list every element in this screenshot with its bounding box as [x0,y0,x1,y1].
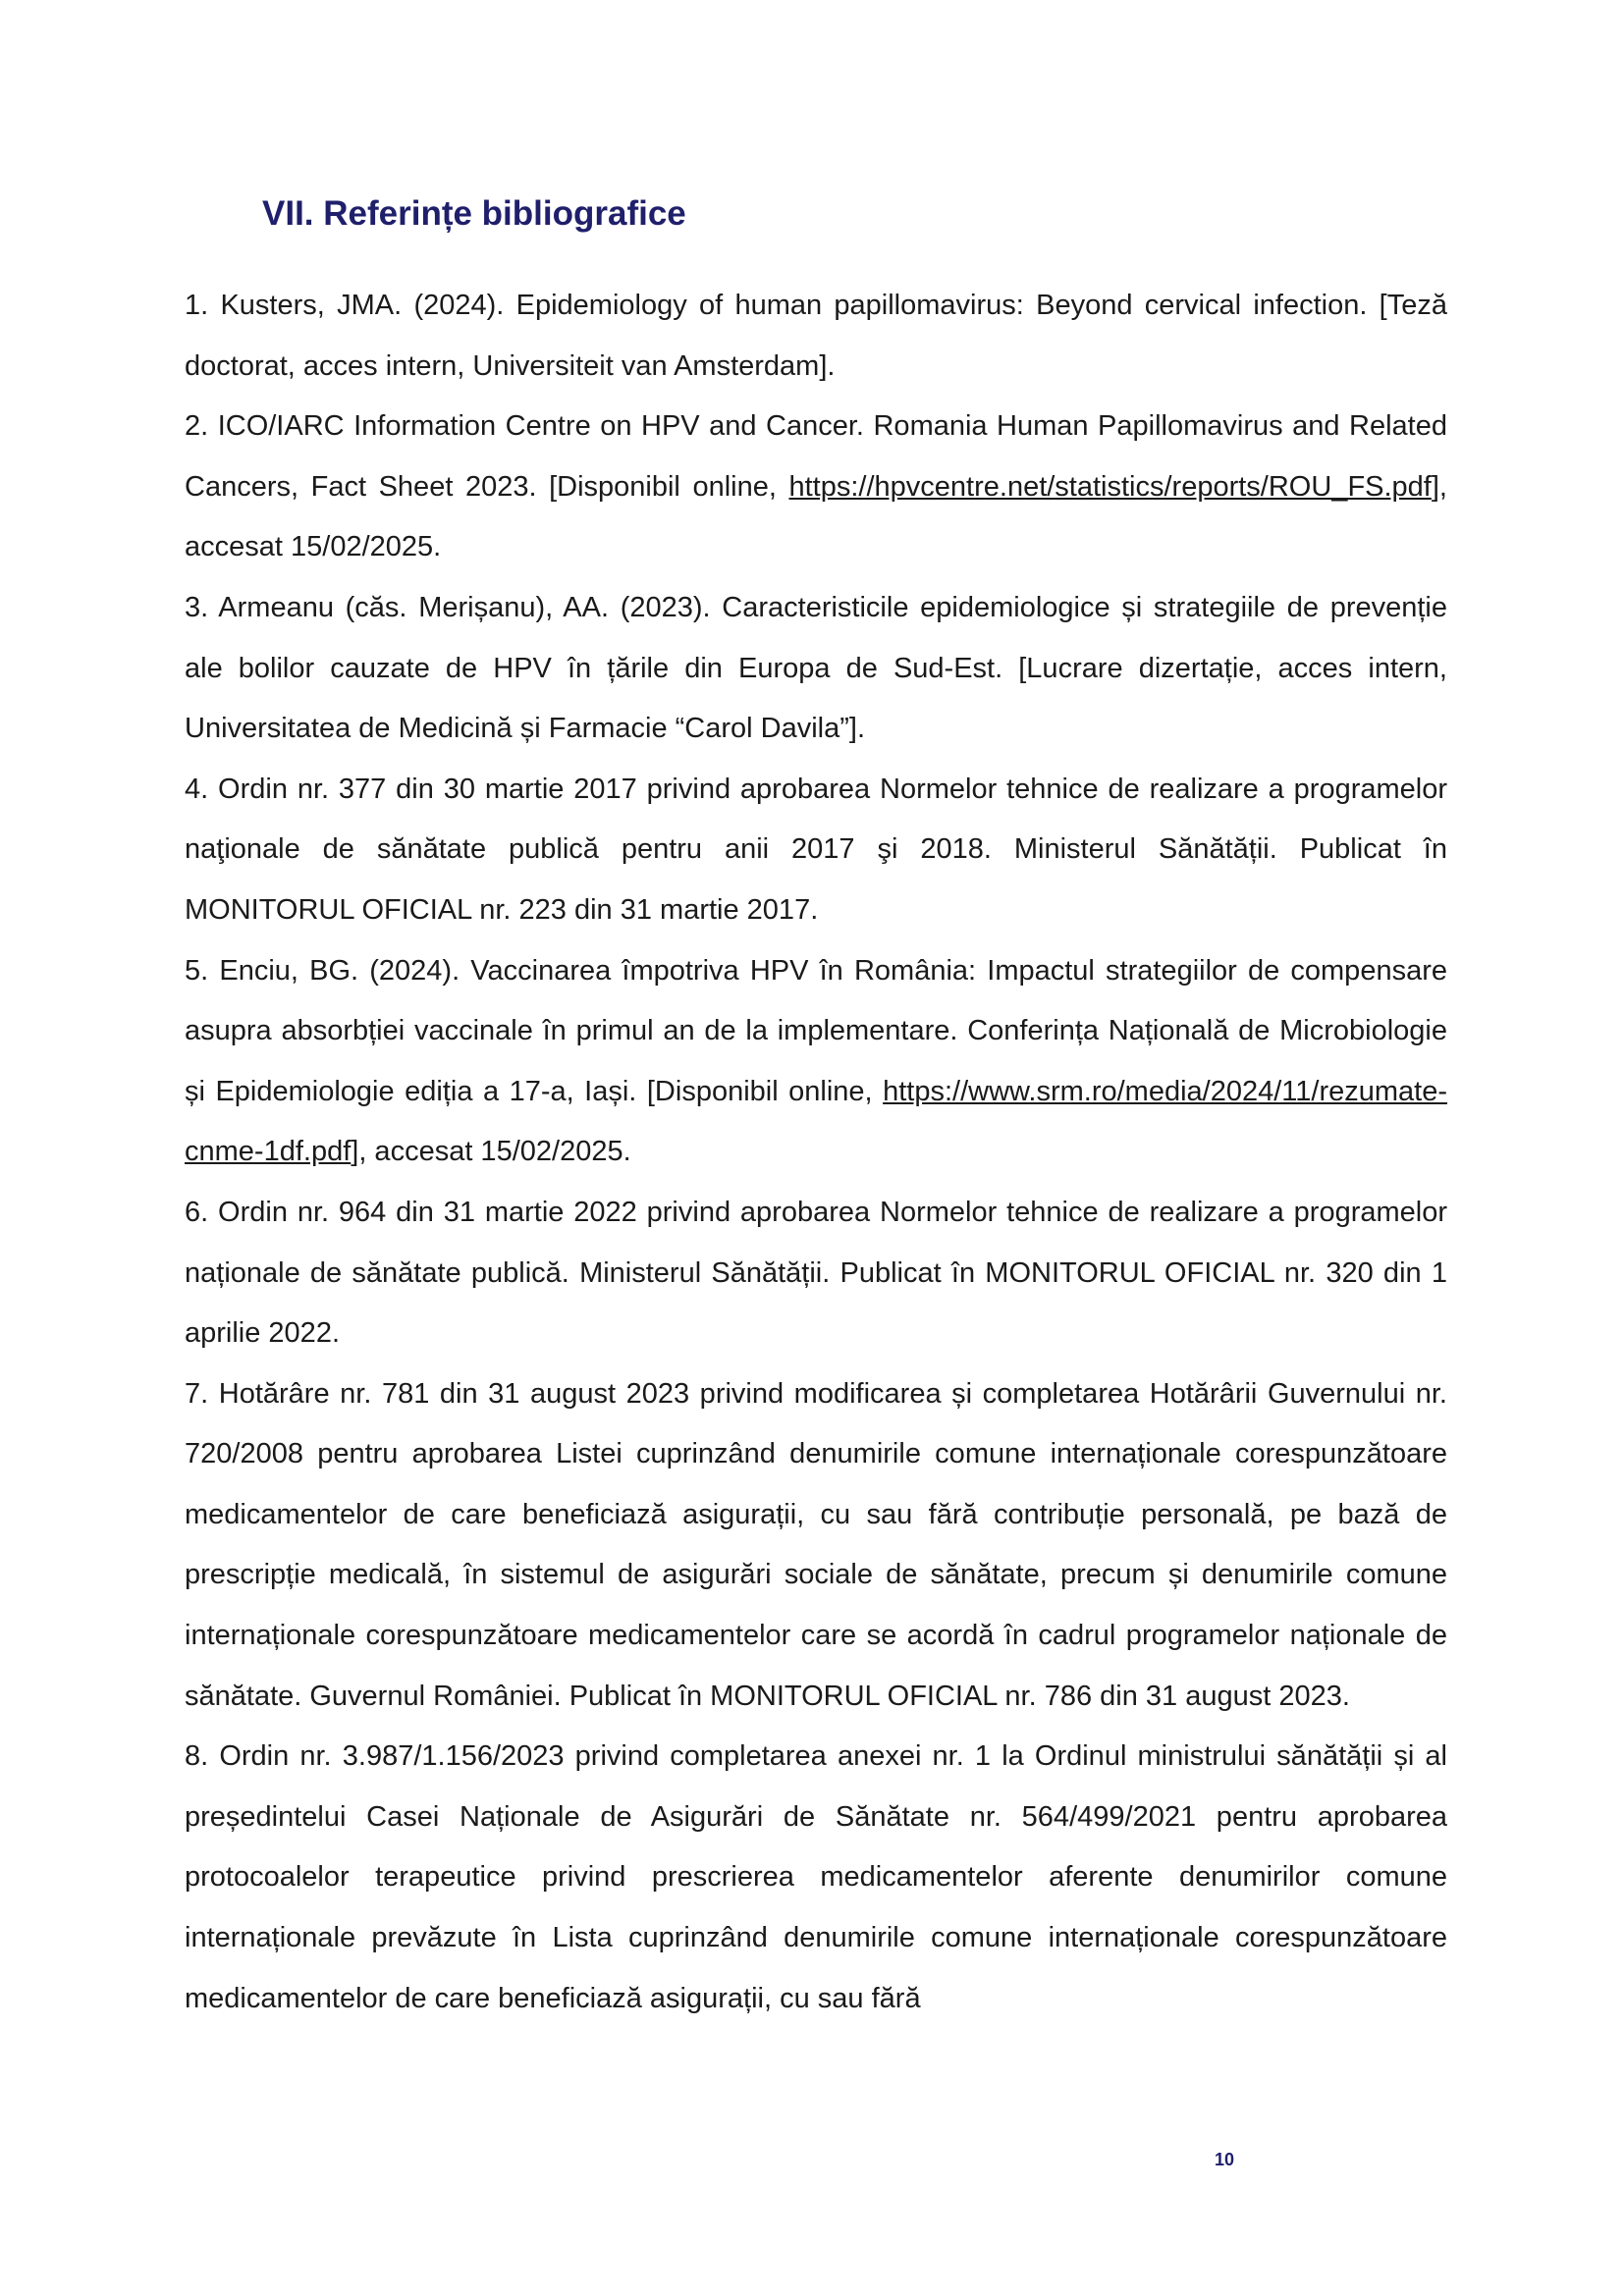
reference-item-6 [185,1183,1447,1364]
reference-link[interactable]: https://www.srm.ro/media/2024/11/rezumate-cnme-1df.pdf [185,1075,1447,1168]
reference-text: 5. Enciu, BG. (2024). Vaccinarea împotriva HPV în România: Impactul strategiilor de compensare asupra absorbției vaccinale în primul an de la implementare. Conferința Națională de Microbiologie și Epidemiologie ediția a 17-a, Iași. [Disponibil online, [185,954,1447,1107]
reference-item-8 [185,1727,1447,2029]
reference-link[interactable]: https://hpvcentre.net/statistics/reports/ROU_FS.pdf [788,470,1432,503]
reference-item-4 [185,760,1447,941]
reference-item-5 [185,941,1447,1183]
reference-text: 4. Ordin nr. 377 din 30 martie 2017 privind aprobarea Normelor tehnice de realizare a programelor naţionale de sănătate publică pentru anii 2017 şi 2018. Ministerul Sănătății. Publicat în MONITORUL OFICIAL nr. 223 din 31 martie 2017. [185,773,1447,926]
reference-text: 6. Ordin nr. 964 din 31 martie 2022 privind aprobarea Normelor tehnice de realizare a programelor naționale de sănătate publică. Ministerul Sănătății. Publicat în MONITORUL OFICIAL nr. 320 din 1 aprilie 2022. [185,1196,1447,1350]
reference-item-1 [185,276,1447,397]
reference-access-date: ], accesat 15/02/2025. [185,470,1447,563]
reference-item-7 [185,1364,1447,1728]
reference-access-date: ], accesat 15/02/2025. [351,1136,631,1168]
reference-text: 2. ICO/IARC Information Centre on HPV and Cancer. Romania Human Papillomavirus and Related Cancers, Fact Sheet 2023. [Disponibil online, [185,410,1447,503]
reference-text: 7. Hotărâre nr. 781 din 31 august 2023 privind modificarea și completarea Hotărârii Guvernului nr. 720/2008 pentru aprobarea Listei cuprinzând denumirile comune internaționale corespunzătoare medicamentelor de care beneficiază asigurații, cu sau fără contribuție personală, pe bază de prescripție medicală, în sistemul de asigurări sociale de sănătate, precum și denumirile comune internaționale corespunzătoare medicamentelor care se acordă în cadrul programelor naționale de sănătate. Guvernul României. Publicat în MONITORUL OFICIAL nr. 786 din 31 august 2023. [185,1377,1447,1712]
reference-text: 1. Kusters, JMA. (2024). Epidemiology of human papillomavirus: Beyond cervical infection. [Teză doctorat, acces intern, Universiteit van Amsterdam]. [185,290,1447,382]
reference-list [185,276,1447,2029]
reference-text: 3. Armeanu (căs. Merișanu), AA. (2023). Caracteristicile epidemiologice și strategiile de prevenție ale bolilor cauzate de HPV în țările din Europa de Sud-Est. [Lucrare dizertație, acces intern, Universitatea de Medicină și Farmacie “Carol Davila”]. [185,591,1447,745]
reference-item-2 [185,397,1447,578]
page-number: 10 [1214,2150,1235,2169]
reference-item-3 [185,578,1447,760]
section-heading: VII. Referințe bibliografice [262,194,686,233]
reference-text: 8. Ordin nr. 3.987/1.156/2023 privind completarea anexei nr. 1 la Ordinul ministrului sănătății și al președintelui Casei Naționale de Asigurări de Sănătate nr. 564/499/2021 pentru aprobarea protocoalelor terapeutice privind prescrierea medicamentelor aferente denumirilor comune internaționale prevăzute în Lista cuprinzând denumirile comune internaționale corespunzătoare medicamentelor de care beneficiază asigurații, cu sau fără [185,1740,1447,2014]
